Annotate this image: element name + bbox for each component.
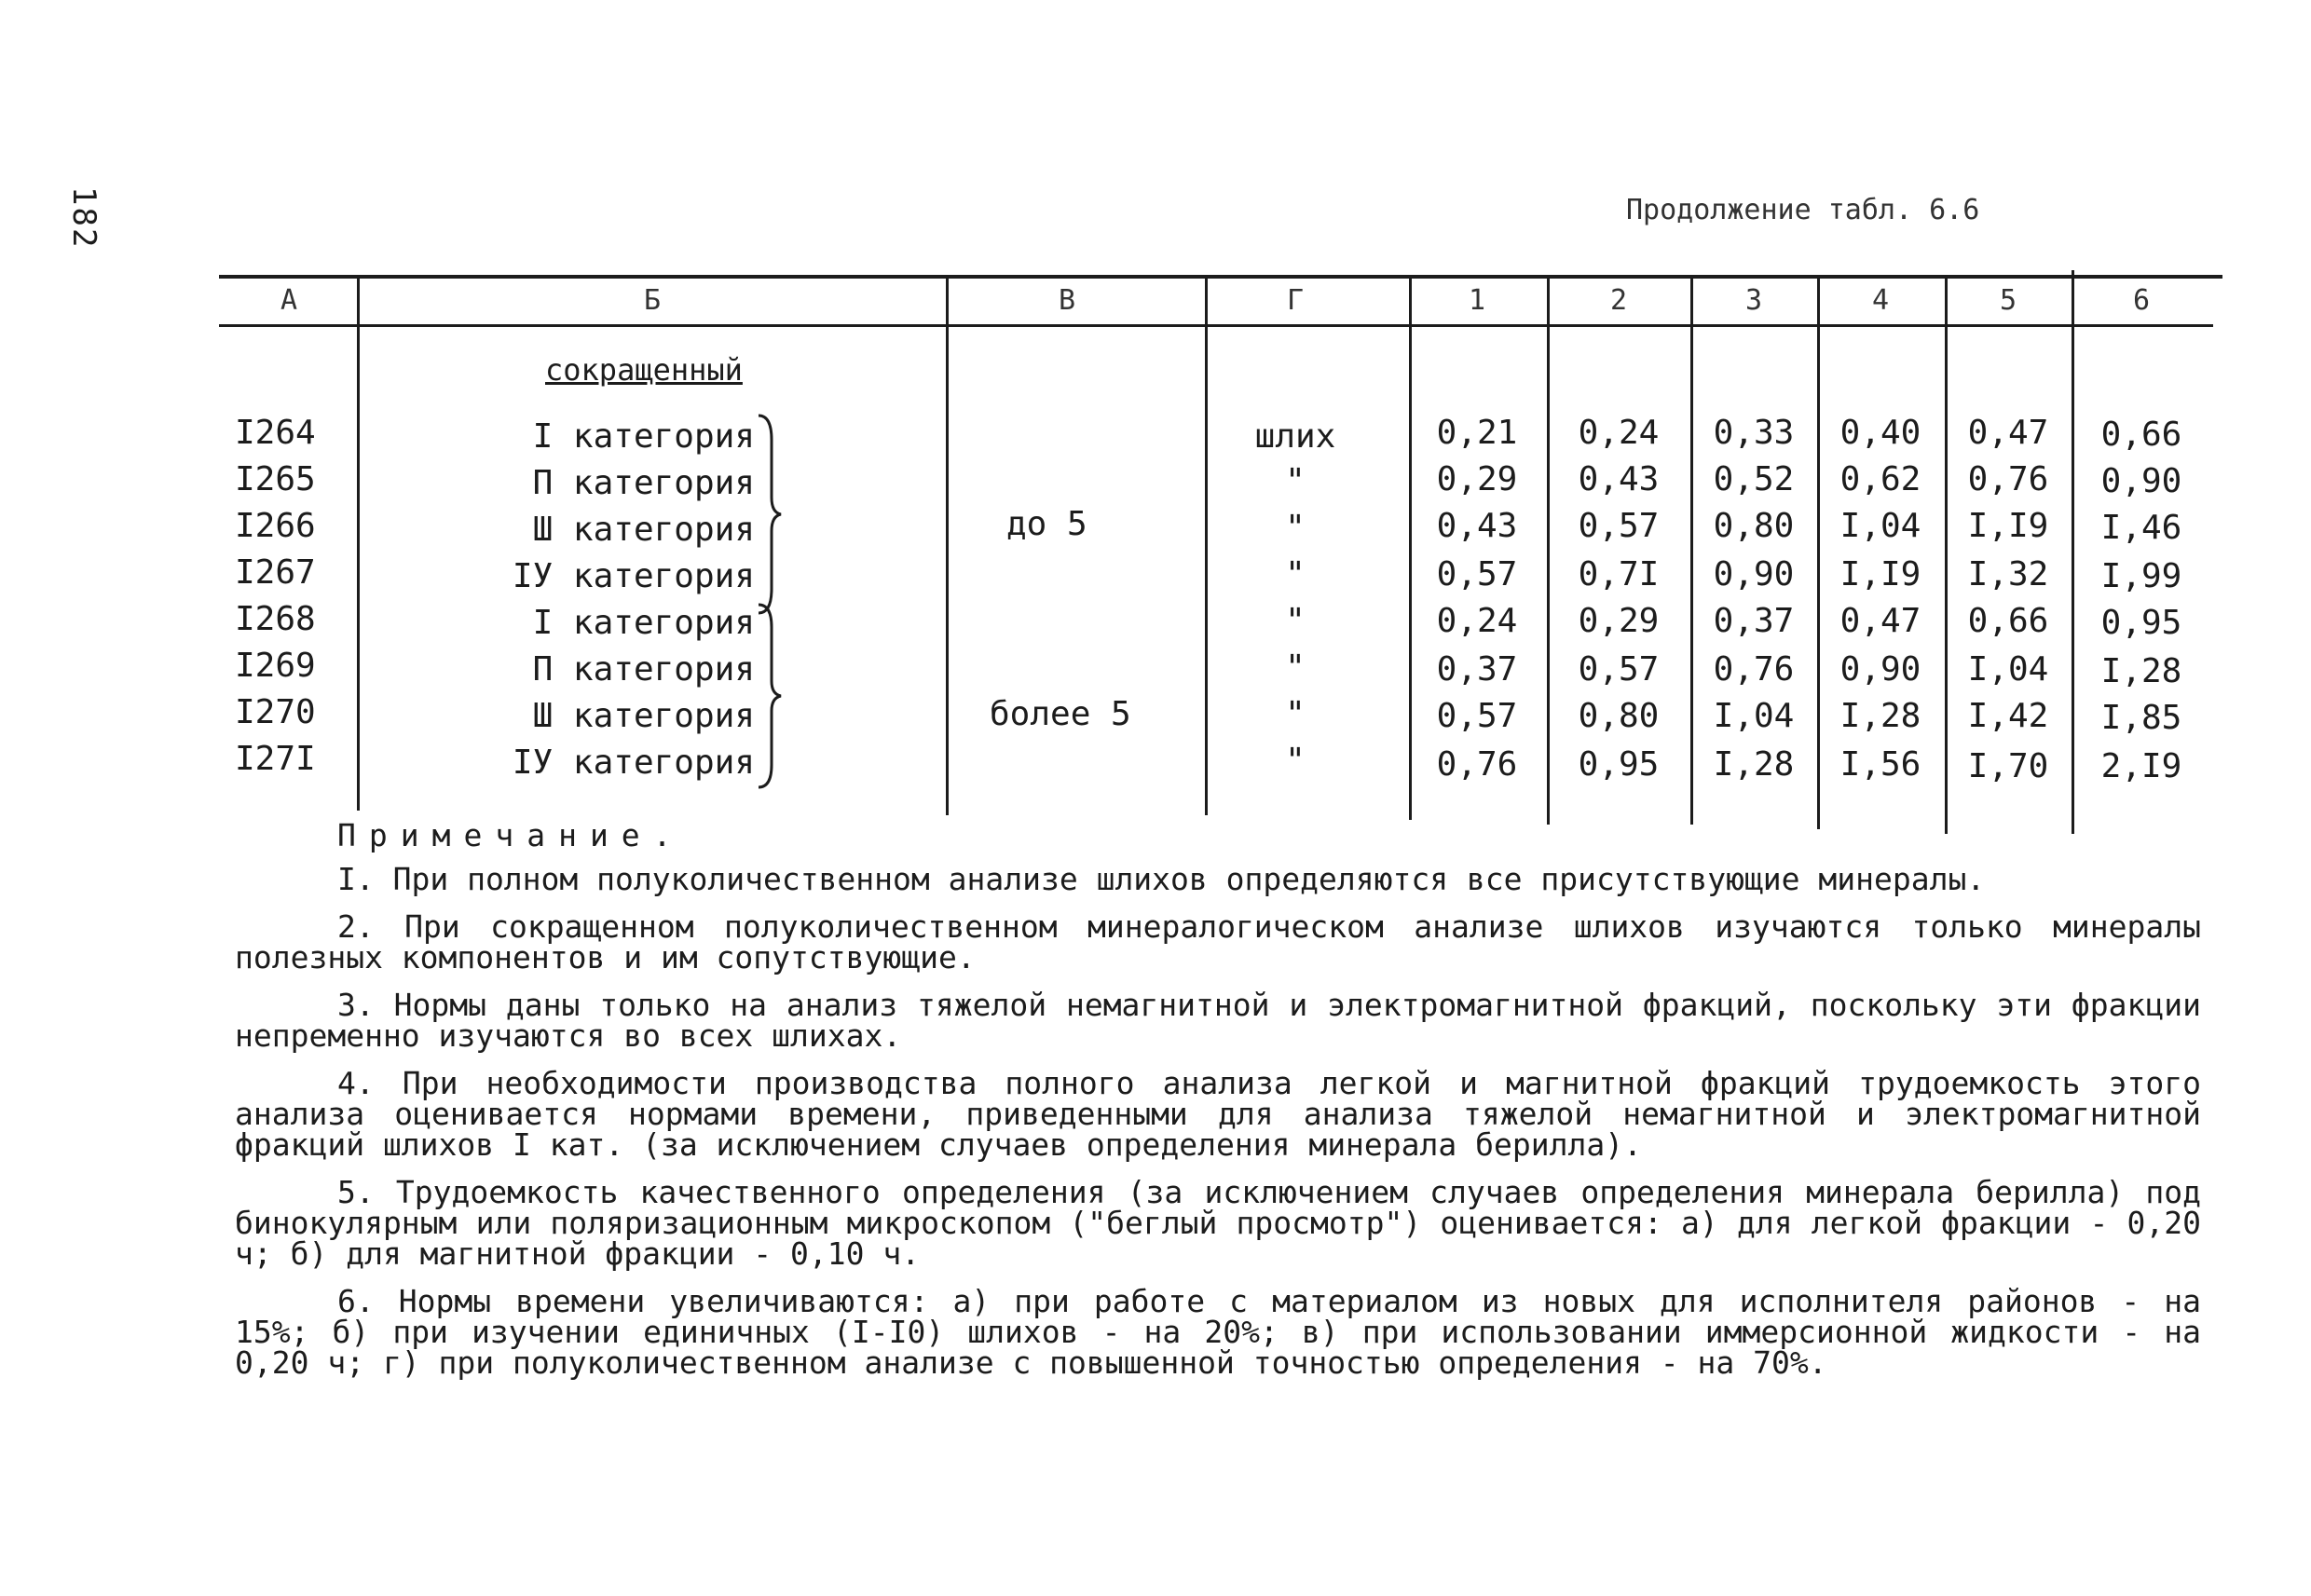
group-label-upto-5: до 5	[1006, 505, 1087, 543]
header-cell-g: Г	[1286, 284, 1305, 317]
row-code: I264	[235, 414, 316, 452]
value-col-4: 0,47	[1839, 602, 1921, 640]
notes-title: Примечание.	[337, 817, 685, 853]
value-col-2: 0,57	[1578, 507, 1660, 545]
header-cell-5: 5	[1999, 284, 2017, 317]
value-col-1: 0,76	[1436, 745, 1518, 784]
row-category: IУ категория	[512, 743, 755, 782]
column-divider	[1547, 275, 1550, 825]
row-code: I267	[235, 553, 316, 592]
value-col-6: 0,95	[2100, 604, 2182, 642]
value-col-3: I,28	[1713, 745, 1795, 784]
value-col-6: 0,66	[2100, 416, 2182, 454]
value-col-5: I,42	[1967, 697, 2049, 735]
column-divider	[1205, 275, 1208, 815]
value-col-1: 0,21	[1436, 414, 1518, 452]
value-col-4: 0,90	[1839, 650, 1921, 689]
value-col-4: 0,40	[1839, 414, 1921, 452]
value-col-1: 0,37	[1436, 650, 1518, 689]
value-col-6: I,85	[2100, 699, 2182, 737]
note-item: I. При полном полуколичественном анализе шлихов определяются все присутствующие минералы.	[337, 861, 1986, 897]
page-number: 182	[65, 186, 103, 250]
value-col-1: 0,57	[1436, 697, 1518, 735]
header-cell-2: 2	[1609, 284, 1628, 317]
value-col-5: I,70	[1967, 747, 2049, 785]
note-item: 2. При сокращенном полуколичественном минералогическом анализе шлихов изучаются только минералы полезных компонентов и им сопутствующие.	[235, 908, 2201, 975]
value-col-6: 2,I9	[2100, 747, 2182, 785]
table-continuation-label: Продолжение табл. 6.6	[1626, 194, 1980, 226]
value-col-4: I,04	[1839, 507, 1921, 545]
note-item: 6. Нормы времени увеличиваются: а) при работе с материалом из новых для исполнителя районов - на 15%; б) при изучении единичных (I-I0) шлихов - на 20%; в) при использовании иммерсионной жидкости - на 0,20 ч; г) при полуколичественном анализе с повышенной точностью определения - на 70%.	[235, 1283, 2201, 1381]
row-unit: "	[1285, 602, 1306, 640]
row-code: I265	[235, 460, 316, 498]
value-col-1: 0,57	[1436, 555, 1518, 593]
value-col-6: I,46	[2100, 509, 2182, 547]
value-col-5: 0,76	[1967, 460, 2049, 498]
value-col-2: 0,95	[1578, 745, 1660, 784]
value-col-5: I,I9	[1967, 507, 2049, 545]
header-cell-a: А	[280, 284, 298, 317]
note-item: 3. Нормы даны только на анализ тяжелой немагнитной и электромагнитной фракций, поскольку эти фракции непременно изучаются во всех шлихах.	[235, 987, 2201, 1054]
header-cell-v: В	[1058, 284, 1076, 317]
row-category: Ш категория	[532, 511, 755, 549]
row-category: IУ категория	[512, 557, 755, 595]
value-col-4: I,56	[1839, 745, 1921, 784]
value-col-2: 0,24	[1578, 414, 1660, 452]
header-cell-6: 6	[2132, 284, 2151, 317]
row-category: Ш категория	[532, 697, 755, 735]
column-divider	[2072, 270, 2074, 834]
row-category: I категория	[532, 604, 755, 642]
header-cell-4: 4	[1871, 284, 1890, 317]
value-col-6: 0,90	[2100, 462, 2182, 500]
value-col-1: 0,43	[1436, 507, 1518, 545]
value-col-5: 0,66	[1967, 602, 2049, 640]
value-col-5: I,32	[1967, 555, 2049, 593]
table-top-rule	[219, 275, 2222, 279]
row-unit: "	[1285, 695, 1306, 733]
value-col-1: 0,29	[1436, 460, 1518, 498]
column-divider	[1409, 275, 1412, 820]
header-cell-3: 3	[1744, 284, 1763, 317]
value-col-2: 0,80	[1578, 697, 1660, 735]
value-col-3: 0,80	[1713, 507, 1795, 545]
value-col-2: 0,7I	[1578, 555, 1660, 593]
value-col-3: 0,33	[1713, 414, 1795, 452]
header-cell-b: Б	[643, 284, 662, 317]
value-col-3: 0,76	[1713, 650, 1795, 689]
column-divider	[1690, 275, 1693, 825]
row-code: I266	[235, 507, 316, 545]
column-divider	[946, 275, 949, 815]
column-divider	[1945, 275, 1948, 834]
header-cell-1: 1	[1468, 284, 1486, 317]
note-item: 4. При необходимости производства полного анализа легкой и магнитной фракций трудоемкость этого анализа оценивается нормами времени, приведенными для анализа тяжелой немагнитной и электромагнитной фракций шлихов I кат. (за исключением случаев определения минерала берилла).	[235, 1065, 2201, 1163]
table-subheading: сокращенный	[545, 352, 743, 388]
row-unit: шлих	[1254, 417, 1336, 456]
value-col-3: I,04	[1713, 697, 1795, 735]
value-col-4: 0,62	[1839, 460, 1921, 498]
note-item: 5. Трудоемкость качественного определения (за исключением случаев определения минерала берилла) под бинокулярным или поляризационным микроскопом ("беглый просмотр") оценивается: а) для легкой фракции - 0,20 ч; б) для магнитной фракции - 0,10 ч.	[235, 1174, 2201, 1272]
value-col-4: I,28	[1839, 697, 1921, 735]
group-brace-lower	[755, 601, 783, 792]
value-col-2: 0,57	[1578, 650, 1660, 689]
value-col-5: 0,47	[1967, 414, 2049, 452]
table-header-rule	[219, 324, 2213, 327]
row-code: I270	[235, 693, 316, 731]
row-unit: "	[1285, 648, 1306, 687]
row-code: I268	[235, 600, 316, 638]
row-unit: "	[1285, 462, 1306, 500]
row-category: П категория	[532, 464, 755, 502]
value-col-6: I,28	[2100, 652, 2182, 690]
notes-section	[235, 817, 2201, 1395]
row-category: I категория	[532, 417, 755, 456]
value-col-5: I,04	[1967, 650, 2049, 689]
value-col-3: 0,90	[1713, 555, 1795, 593]
group-label-over-5: более 5	[990, 695, 1131, 733]
row-code: I27I	[235, 740, 316, 778]
value-col-4: I,I9	[1839, 555, 1921, 593]
value-col-3: 0,52	[1713, 460, 1795, 498]
value-col-6: I,99	[2100, 557, 2182, 595]
row-unit: "	[1285, 742, 1306, 780]
value-col-3: 0,37	[1713, 602, 1795, 640]
row-code: I269	[235, 647, 316, 685]
column-divider	[1817, 275, 1820, 829]
row-unit: "	[1285, 509, 1306, 547]
value-col-2: 0,43	[1578, 460, 1660, 498]
value-col-2: 0,29	[1578, 602, 1660, 640]
value-col-1: 0,24	[1436, 602, 1518, 640]
row-unit: "	[1285, 555, 1306, 593]
group-brace-upper	[755, 412, 783, 617]
row-category: П категория	[532, 650, 755, 689]
